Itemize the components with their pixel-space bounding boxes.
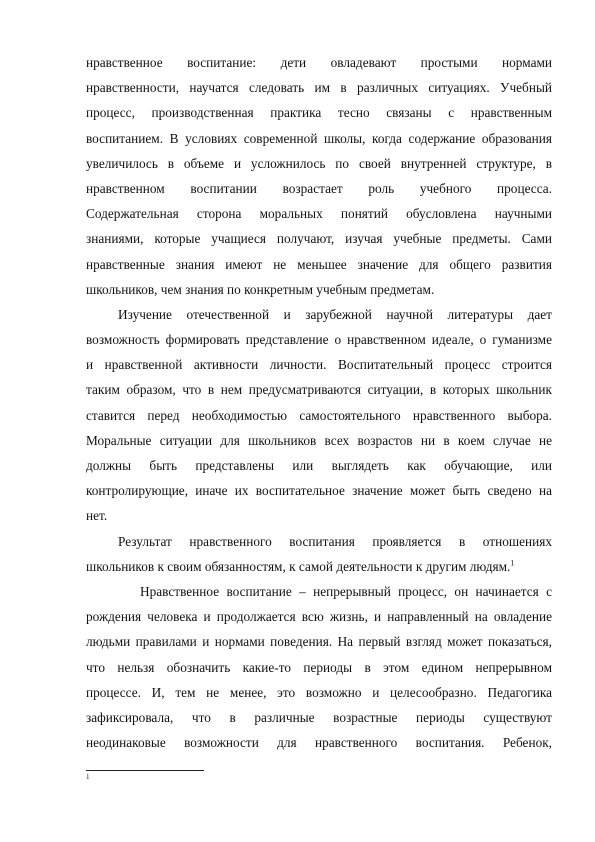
- text-line: нравственные знания имеют не меньшее значение для общего развития: [86, 256, 552, 272]
- text-line: неодинаковые возможности для нравственного воспитания. Ребенок,: [86, 735, 552, 751]
- text-line: таким образом, что в нем предусматриваются ситуации, в которых школьник: [86, 382, 552, 398]
- text-line: Результат нравственного воспитания проявляется в отношениях: [118, 533, 552, 549]
- footnote-separator: [86, 770, 204, 771]
- text-line: Нравственное воспитание – непрерывный процесс, он начинается с: [140, 583, 552, 599]
- text-line: ставится перед необходимостью самостоятельного нравственного выбора.: [86, 407, 552, 423]
- paragraph-2: [86, 302, 552, 529]
- text-line: нравственности, научатся следовать им в различных ситуациях. Учебный: [86, 80, 552, 96]
- text-line-with-footnote: [86, 554, 552, 579]
- text-line: возможность формировать представление о нравственном идеале, о гуманизме: [86, 332, 552, 348]
- body-text: [86, 50, 552, 755]
- text-line: контролирующие, иначе их воспитательное значение может быть сведено на: [86, 483, 552, 499]
- text-line: процесс, производственная практика тесно связаны с нравственным: [86, 105, 552, 121]
- text-line: что нельзя обозначить какие-то периоды в этом едином непрерывном: [86, 659, 552, 675]
- text-line: школьников к своим обязанностям, к самой деятельности к другим людям.: [86, 558, 511, 574]
- text-line: должны быть представлены или выглядеть как обучающие, или: [86, 458, 552, 473]
- paragraph-4: [86, 579, 552, 755]
- text-line: процессе. И, тем не менее, это возможно и целесообразно. Педагогика: [86, 684, 552, 700]
- text-line: нет.: [86, 508, 108, 524]
- text-line: рождения человека и продолжается всю жизнь, и направленный на овладение: [86, 609, 552, 625]
- text-line: Содержательная сторона моральных понятий обусловлена научными: [86, 206, 552, 222]
- text-line: и нравственной активности личности. Воспитательный процесс строится: [86, 357, 552, 373]
- text-line: нравственном воспитании возрастает роль учебного процесса.: [86, 180, 552, 196]
- text-line: людьми правилами и нормами поведения. На первый взгляд может показаться,: [86, 634, 552, 650]
- footnote-reference[interactable]: 1: [510, 558, 515, 568]
- text-line: воспитанием. В условиях современной школы, когда содержание образования: [86, 130, 552, 146]
- paragraph-1: [86, 50, 552, 302]
- text-line: знаниями, которые учащиеся получают, изучая учебные предметы. Сами: [86, 231, 552, 247]
- text-line: школьников, чем знания по конкретным учебным предметам.: [86, 281, 435, 297]
- text-line: зафиксировала, что в различные возрастные периоды существуют: [86, 709, 552, 725]
- text-line: Изучение отечественной и зарубежной научной литературы дает: [118, 306, 552, 322]
- text-line: нравственное воспитание: дети овладевают простыми нормами: [86, 55, 552, 70]
- footnote-mark: 1: [86, 773, 90, 781]
- text-line: увеличилось в объеме и усложнилось по своей внутренней структуре, в: [86, 155, 552, 171]
- paragraph-3: [86, 529, 552, 579]
- text-line: Моральные ситуации для школьников всех возрастов ни в коем случае не: [86, 432, 552, 448]
